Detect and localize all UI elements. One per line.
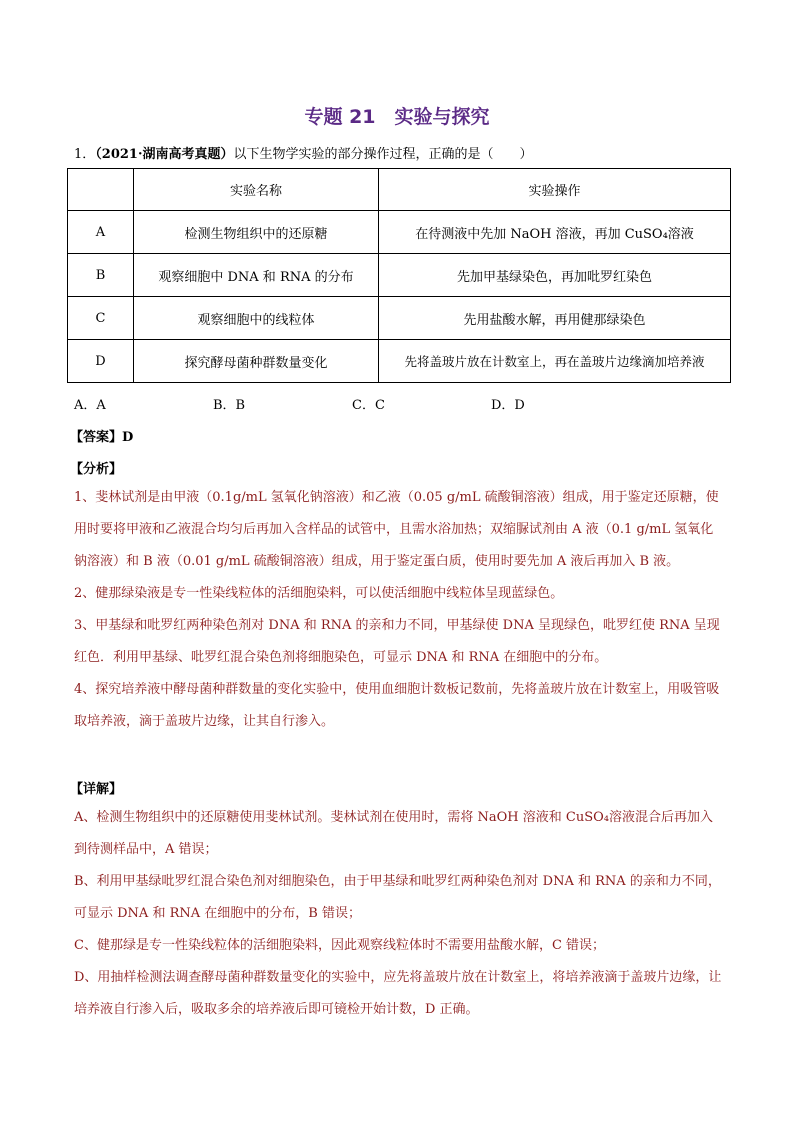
table-cell: 检测生物组织中的还原糖 <box>134 211 379 254</box>
table-cell: 观察细胞中的线粒体 <box>134 297 379 340</box>
table-header-cell <box>68 169 134 211</box>
experiment-table <box>67 168 731 383</box>
table-row <box>68 297 731 340</box>
question-source: （2021·湖南高考真题） <box>95 147 234 162</box>
table-cell: 在待测液中先加 NaOH 溶液，再加 CuSO₄溶液 <box>379 211 731 254</box>
option-b: B．B <box>213 398 246 413</box>
analysis-label: 【分析】 <box>70 462 123 477</box>
table-header-row <box>68 169 731 211</box>
detail-label: 【详解】 <box>70 782 123 797</box>
table-header-cell: 实验操作 <box>379 169 731 211</box>
question-number: 1． <box>74 147 96 162</box>
answer-label: 【答案】D <box>70 430 134 445</box>
table-cell: 先用盐酸水解，再用健那绿染色 <box>379 297 731 340</box>
detail-paragraph: B、利用甲基绿吡罗红混合染色剂对细胞染色，由于甲基绿和吡罗红两种染色剂对 DNA 和 RNA 的亲和力不同，可显示 DNA 和 RNA 在细胞中的分布，B 错误； <box>74 874 721 921</box>
table-row <box>68 254 731 297</box>
detail-paragraph: C、健那绿是专一性染线粒体的活细胞染料，因此观察线粒体时不需要用盐酸水解，C 错误； <box>74 938 606 953</box>
table-cell: B <box>68 254 134 297</box>
analysis-paragraph: 4、探究培养液中酵母菌种群数量的变化实验中，使用血细胞计数板记数前，先将盖玻片放在计数室上，用吸管吸取培养液，滴于盖玻片边缘，让其自行渗入。 <box>74 682 720 729</box>
table-cell: 先将盖玻片放在计数室上，再在盖玻片边缘滴加培养液 <box>379 340 731 383</box>
table-cell: 先加甲基绿染色，再加吡罗红染色 <box>379 254 731 297</box>
table-cell: D <box>68 340 134 383</box>
question-stem <box>74 143 533 162</box>
detail-paragraph: A、检测生物组织中的还原糖使用斐林试剂。斐林试剂在使用时，需将 NaOH 溶液和 CuSO₄溶液混合后再加入到待测样品中，A 错误； <box>74 810 714 857</box>
table-row <box>68 340 731 383</box>
table-cell: 探究酵母菌种群数量变化 <box>134 340 379 383</box>
analysis-body <box>74 482 724 738</box>
page-title: 专题 21 实验与探究 <box>304 106 490 128</box>
detail-body <box>74 802 724 1026</box>
option-a: A．A <box>74 398 106 413</box>
table-header-cell: 实验名称 <box>134 169 379 211</box>
table-row <box>68 211 731 254</box>
option-c: C．C <box>352 398 385 413</box>
table-cell: 观察细胞中 DNA 和 RNA 的分布 <box>134 254 379 297</box>
question-text: 以下生物学实验的部分操作过程，正确的是（ ） <box>233 147 533 162</box>
option-d: D．D <box>491 398 525 413</box>
table-cell: A <box>68 211 134 254</box>
answer-options <box>74 394 734 412</box>
table-cell: C <box>68 297 134 340</box>
analysis-paragraph: 2、健那绿染液是专一性染线粒体的活细胞染料，可以使活细胞中线粒体呈现蓝绿色。 <box>74 586 564 601</box>
analysis-paragraph: 3、甲基绿和吡罗红两种染色剂对 DNA 和 RNA 的亲和力不同，甲基绿使 DNA 呈现绿色，吡罗红使 RNA 呈现红色．利用甲基绿、吡罗红混合染色剂将细胞染色，可显示 DNA 和 RNA 在细胞中的分布。 <box>74 618 720 665</box>
detail-paragraph: D、用抽样检测法调查酵母菌种群数量变化的实验中，应先将盖玻片放在计数室上，将培养液滴于盖玻片边缘，让培养液自行渗入后，吸取多余的培养液后即可镜检开始计数，D 正确。 <box>74 970 722 1017</box>
analysis-paragraph: 1、斐林试剂是由甲液（0.1g/mL 氢氧化钠溶液）和乙液（0.05 g/mL 硫酸铜溶液）组成，用于鉴定还原糖，使用时要将甲液和乙液混合均匀后再加入含样品的试管中，且需水浴加热；双缩脲试剂由 A 液（0.1 g/mL 氢氧化钠溶液）和 B 液（0.01 g/mL 硫酸铜溶液）组成，用于鉴定蛋白质，使用时要先加 A 液后再加入 B 液。 <box>74 490 719 569</box>
